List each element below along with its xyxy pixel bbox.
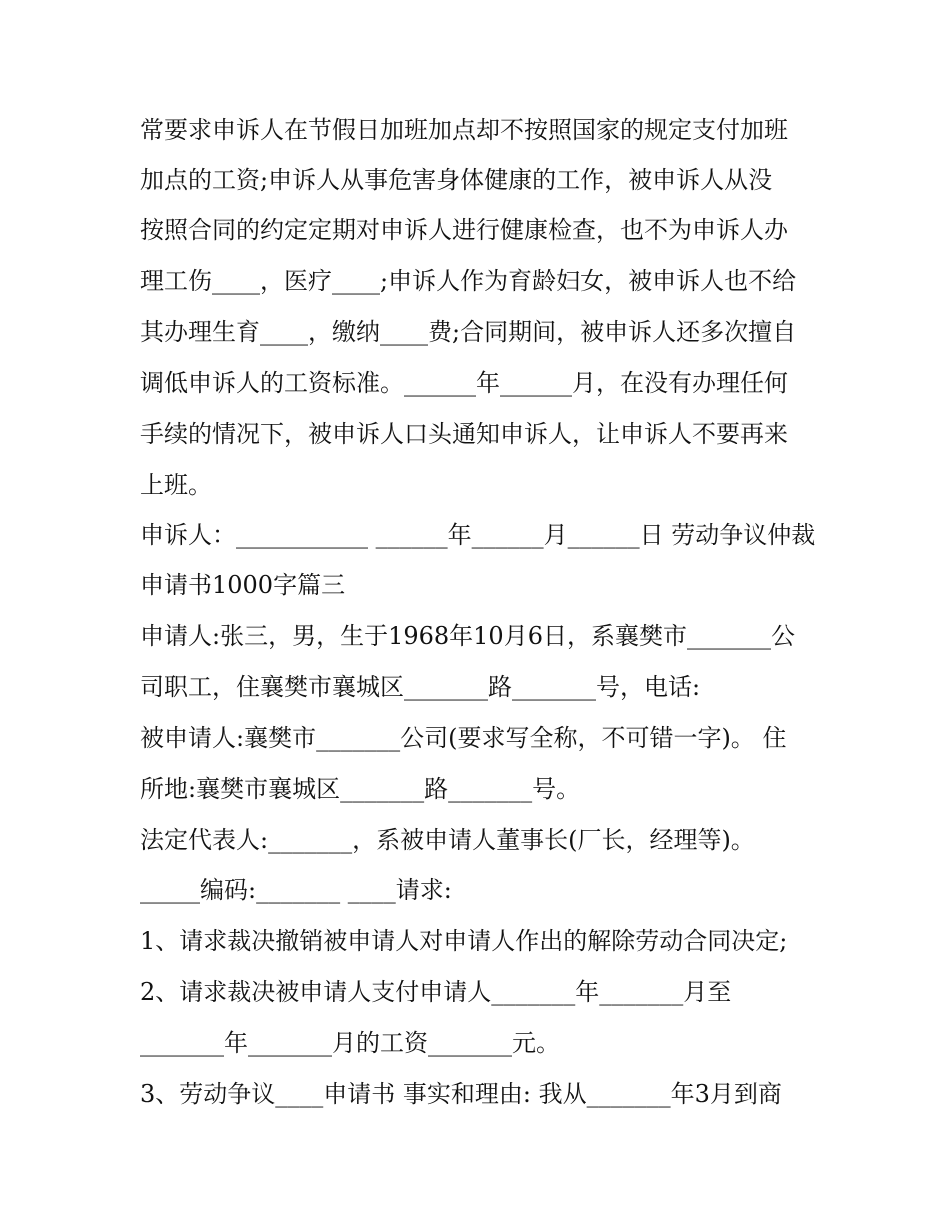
text-line: _____编码:_______ ____请求: bbox=[140, 876, 452, 904]
list-item: 2、请求裁决被申请人支付申请人_______年_______月至 bbox=[140, 978, 732, 1006]
text-line: 申请人:张三，男，生于1968年10月6日，系襄樊市_______公 bbox=[140, 622, 795, 650]
section-heading: 申请书1000字篇三 bbox=[140, 571, 346, 599]
text-line: 调低申诉人的工资标准。______年______月，在没有办理任何 bbox=[140, 369, 788, 397]
text-line: 手续的情况下，被申诉人口头通知申诉人，让申诉人不要再来 bbox=[140, 420, 788, 448]
text-line: 上班。 bbox=[140, 471, 212, 499]
text-line: 常要求申诉人在节假日加班加点却不按照国家的规定支付加班 bbox=[140, 116, 788, 144]
text-line: 按照合同的约定定期对申诉人进行健康检查，也不为申诉人办 bbox=[140, 216, 788, 244]
text-line: 理工伤____，医疗____;申诉人作为育龄妇女，被申诉人也不给 bbox=[140, 267, 797, 295]
list-item: 1、请求裁决撤销被申请人对申请人作出的解除劳动合同决定; bbox=[140, 927, 788, 955]
text-line: 申诉人：___________ ______年______月______日 劳动争议仲裁 bbox=[140, 521, 816, 549]
text-line: 其办理生育____，缴纳____费;合同期间，被申诉人还多次擅自 bbox=[140, 318, 797, 346]
text-line: 法定代表人:_______，系被申请人董事长(厂长，经理等)。 bbox=[140, 826, 755, 854]
text-line: _______年_______月的工资_______元。 bbox=[140, 1029, 560, 1057]
text-line: 所地:襄樊市襄城区_______路_______号。 bbox=[140, 775, 581, 803]
text-line: 加点的工资;申诉人从事危害身体健康的工作，被申诉人从没 bbox=[140, 166, 773, 194]
list-item: 3、劳动争议____申请书 事实和理由: 我从_______年3月到商 bbox=[140, 1080, 782, 1108]
text-line: 被申请人:襄樊市_______公司(要求写全称，不可错一字)。 住 bbox=[140, 724, 787, 752]
text-line: 司职工，住襄樊市襄城区_______路_______号，电话: bbox=[140, 673, 701, 701]
